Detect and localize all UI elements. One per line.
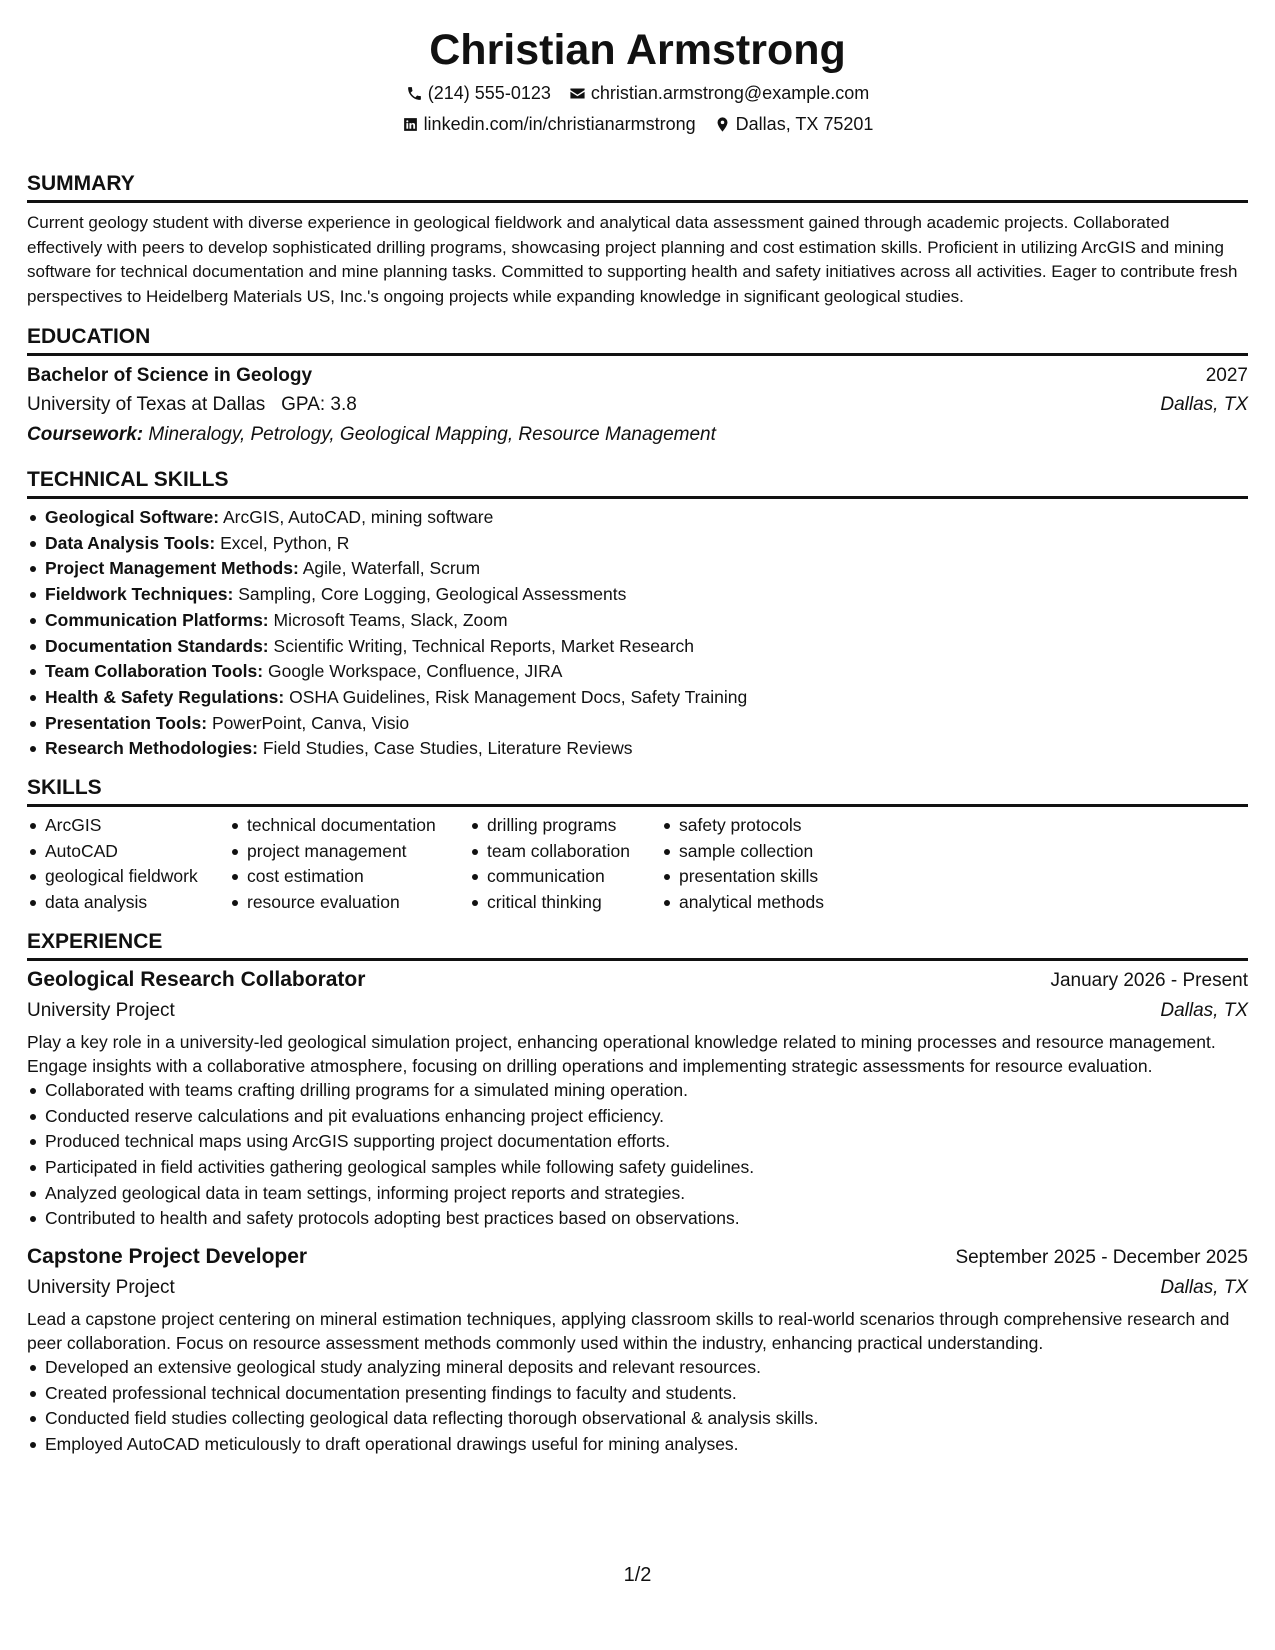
coursework-line bbox=[27, 420, 1248, 450]
list-item bbox=[27, 736, 1248, 762]
job-entry bbox=[27, 1242, 1248, 1458]
phone-text: (214) 555-0123 bbox=[427, 83, 551, 103]
linkedin-icon bbox=[402, 116, 419, 133]
skills-column-4 bbox=[661, 813, 881, 916]
technical-skills-list bbox=[27, 505, 1248, 762]
list-item bbox=[27, 634, 1248, 660]
education-row bbox=[27, 362, 1248, 390]
experience-section bbox=[27, 928, 1248, 1458]
skill-category: Data Analysis Tools: bbox=[45, 532, 216, 553]
skill-category: Communication Platforms: bbox=[45, 609, 269, 630]
list-item: Conducted field studies collecting geological data reflecting thorough observational & analysis skills. bbox=[27, 1406, 1248, 1432]
coursework-label: Coursework: bbox=[27, 424, 144, 445]
skill-values: Sampling, Core Logging, Geological Assessments bbox=[238, 584, 627, 605]
list-item: Participated in field activities gathering geological samples while following safety guidelines. bbox=[27, 1155, 1248, 1181]
list-item: safety protocols bbox=[661, 813, 881, 839]
list-item: cost estimation bbox=[229, 864, 469, 890]
list-item bbox=[27, 582, 1248, 608]
phone-icon bbox=[406, 85, 423, 102]
list-item: analytical methods bbox=[661, 890, 881, 916]
list-item: Conducted reserve calculations and pit evaluations enhancing project efficiency. bbox=[27, 1104, 1248, 1130]
location-contact bbox=[714, 109, 874, 140]
job-title: Capstone Project Developer bbox=[27, 1245, 308, 1269]
job-entry bbox=[27, 965, 1248, 1232]
job-org-row bbox=[27, 1273, 1248, 1303]
skills-column-1 bbox=[27, 813, 229, 916]
envelope-icon bbox=[569, 85, 586, 102]
list-item bbox=[27, 505, 1248, 531]
list-item: AutoCAD bbox=[27, 839, 229, 865]
list-item bbox=[27, 556, 1248, 582]
education-section bbox=[27, 323, 1248, 450]
job-bullets bbox=[27, 1355, 1248, 1458]
list-item: Analyzed geological data in team settings, informing project reports and strategies. bbox=[27, 1181, 1248, 1207]
job-title: Geological Research Collaborator bbox=[27, 967, 366, 991]
list-item: Developed an extensive geological study analyzing mineral deposits and relevant resources. bbox=[27, 1355, 1248, 1381]
coursework-list: Mineralogy, Petrology, Geological Mapping, Resource Management bbox=[148, 424, 716, 445]
list-item: geological fieldwork bbox=[27, 864, 229, 890]
section-title-skills: SKILLS bbox=[27, 774, 1248, 807]
job-description: Play a key role in a university-led geological simulation project, enhancing operational knowledge related to mining processes and resource management. Engage insights with a collaborative atmosphere, focusing on drilling operations and implementing strategic assessments for resource evaluation. bbox=[27, 1031, 1216, 1076]
job-bullets bbox=[27, 1078, 1248, 1232]
list-item: data analysis bbox=[27, 890, 229, 916]
list-item: communication bbox=[469, 864, 661, 890]
list-item: project management bbox=[229, 839, 469, 865]
section-title-education: EDUCATION bbox=[27, 323, 1248, 356]
job-header bbox=[27, 1242, 1248, 1273]
section-title-summary: SUMMARY bbox=[27, 170, 1248, 203]
skills-section bbox=[27, 774, 1248, 916]
job-dates: January 2026 - Present bbox=[1050, 969, 1248, 991]
map-pin-icon bbox=[714, 116, 731, 133]
job-location: Dallas, TX bbox=[1160, 999, 1248, 1021]
phone-contact bbox=[406, 78, 551, 109]
skill-values: ArcGIS, AutoCAD, mining software bbox=[222, 507, 494, 527]
list-item: ArcGIS bbox=[27, 813, 229, 839]
skill-values: OSHA Guidelines, Risk Management Docs, Safety Training bbox=[289, 686, 748, 707]
skill-category: Documentation Standards: bbox=[45, 635, 269, 656]
skill-category: Team Collaboration Tools: bbox=[45, 661, 264, 682]
list-item: team collaboration bbox=[469, 839, 661, 865]
list-item bbox=[27, 711, 1248, 737]
skill-category: Geological Software: bbox=[45, 507, 220, 527]
list-item: drilling programs bbox=[469, 813, 661, 839]
skill-values: Scientific Writing, Technical Reports, Market Research bbox=[273, 635, 695, 656]
job-header bbox=[27, 965, 1248, 996]
job-organization: University Project bbox=[27, 999, 175, 1021]
technical-skills-section bbox=[27, 466, 1248, 762]
section-title-technical-skills: TECHNICAL SKILLS bbox=[27, 466, 1248, 499]
list-item: presentation skills bbox=[661, 864, 881, 890]
skill-category: Research Methodologies: bbox=[45, 738, 258, 759]
skill-values: PowerPoint, Canva, Visio bbox=[211, 712, 410, 733]
page-number: 1/2 bbox=[623, 1564, 652, 1586]
list-item: Produced technical maps using ArcGIS supporting project documentation efforts. bbox=[27, 1129, 1248, 1155]
email-contact[interactable] bbox=[569, 78, 869, 109]
skill-category: Health & Safety Regulations: bbox=[45, 686, 285, 707]
skills-columns bbox=[27, 813, 1248, 916]
location-text: Dallas, TX 75201 bbox=[735, 114, 874, 134]
job-organization: University Project bbox=[27, 1277, 175, 1299]
summary-text: Current geology student with diverse experience in geological fieldwork and analytical data assessment gained through academic projects. Collaborated effectively with peers to develop sophisticated drilling programs, showcasing project planning and cost estimation skills. Proficient in utilizing ArcGIS and mining software for technical documentation and mine planning tasks. Committed to supporting health and safety initiatives across all activities. Eager to contribute fresh perspectives to Heidelberg Materials US, Inc.'s ongoing projects while expanding knowledge in significant geological studies. bbox=[27, 213, 1238, 306]
job-location: Dallas, TX bbox=[1160, 1277, 1248, 1299]
skill-values: Google Workspace, Confluence, JIRA bbox=[267, 661, 563, 682]
skill-category: Presentation Tools: bbox=[45, 712, 208, 733]
skill-values: Microsoft Teams, Slack, Zoom bbox=[273, 609, 508, 630]
gpa: GPA: 3.8 bbox=[281, 394, 357, 415]
skills-column-2 bbox=[229, 813, 469, 916]
list-item: Contributed to health and safety protocols adopting best practices based on observations. bbox=[27, 1206, 1248, 1232]
degree-name: Bachelor of Science in Geology bbox=[27, 365, 313, 386]
summary-section bbox=[27, 170, 1248, 309]
skill-values: Agile, Waterfall, Scrum bbox=[302, 558, 481, 579]
list-item bbox=[27, 685, 1248, 711]
resume-header bbox=[27, 22, 1248, 140]
job-description: Lead a capstone project centering on mineral estimation techniques, applying classroom skills to real-world scenarios through comprehensive research and peer collaboration. Focus on resource assessment methods commonly used within the industry, enhancing practical understanding. bbox=[27, 1309, 1230, 1354]
linkedin-link[interactable]: linkedin.com/in/christianarmstrong bbox=[423, 114, 696, 134]
skill-category: Project Management Methods: bbox=[45, 558, 299, 579]
candidate-name: Christian Armstrong bbox=[429, 26, 846, 74]
contact-row-2 bbox=[27, 109, 1248, 140]
list-item: Collaborated with teams crafting drilling programs for a simulated mining operation. bbox=[27, 1078, 1248, 1104]
list-item: critical thinking bbox=[469, 890, 661, 916]
list-item: sample collection bbox=[661, 839, 881, 865]
school-location: Dallas, TX bbox=[1160, 394, 1248, 415]
school-name: University of Texas at Dallas bbox=[27, 394, 266, 415]
skill-values: Field Studies, Case Studies, Literature Reviews bbox=[262, 738, 633, 759]
list-item: Created professional technical documentation presenting findings to faculty and students. bbox=[27, 1381, 1248, 1407]
section-title-experience: EXPERIENCE bbox=[27, 928, 1248, 961]
list-item bbox=[27, 531, 1248, 557]
list-item: Employed AutoCAD meticulously to draft operational drawings useful for mining analyses. bbox=[27, 1432, 1248, 1458]
skill-values: Excel, Python, R bbox=[220, 532, 350, 553]
list-item: resource evaluation bbox=[229, 890, 469, 916]
job-org-row bbox=[27, 996, 1248, 1026]
linkedin-contact[interactable] bbox=[402, 109, 696, 140]
list-item: technical documentation bbox=[229, 813, 469, 839]
school-info bbox=[27, 390, 357, 420]
email-link[interactable]: christian.armstrong@example.com bbox=[590, 83, 870, 103]
school-row bbox=[27, 390, 1248, 420]
graduation-year: 2027 bbox=[1205, 365, 1248, 386]
list-item bbox=[27, 659, 1248, 685]
skills-column-3 bbox=[469, 813, 661, 916]
list-item bbox=[27, 608, 1248, 634]
skill-category: Fieldwork Techniques: bbox=[45, 584, 234, 605]
job-dates: September 2025 - December 2025 bbox=[955, 1247, 1248, 1269]
contact-row-1 bbox=[27, 78, 1248, 109]
